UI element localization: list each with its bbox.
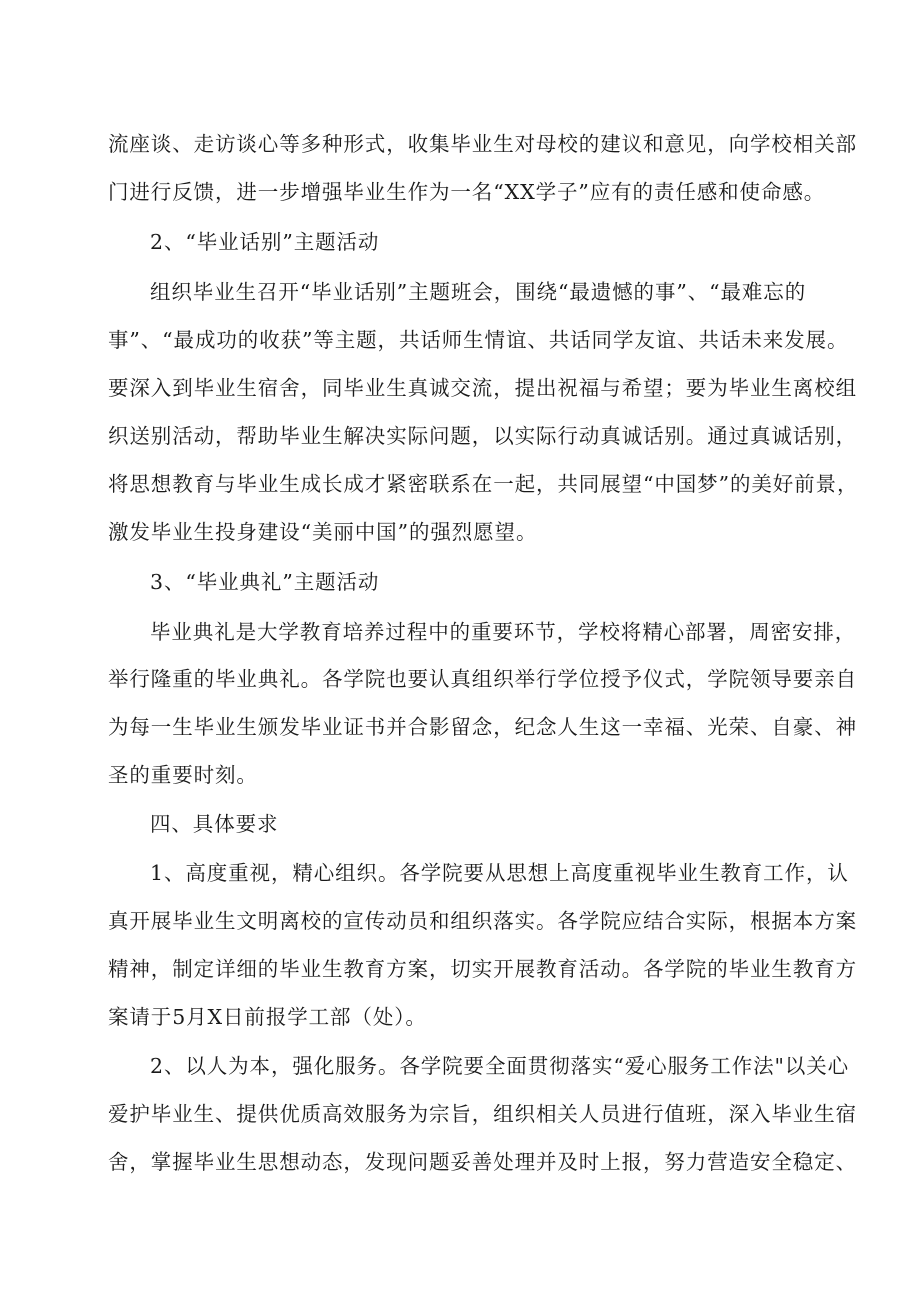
paragraph-first-line: 2、以人为本，强化服务。各学院要全面贯彻落实“爱心服务工作法"以关心 [150, 1054, 850, 1078]
body-text-line: 要深入到毕业生宿舍，同毕业生真诚交流，提出祝福与希望；要为毕业生离校组 [108, 376, 857, 400]
body-text-line: 织送别活动，帮助毕业生解决实际问题，以实际行动真诚话别。通过真诚话别， [108, 424, 857, 448]
section-heading-farewell: 2、“毕业话别”主题活动 [150, 230, 380, 254]
paragraph-first-line: 组织毕业生召开“毕业话别”主题班会，围绕“最遗憾的事”、“最难忘的 [150, 280, 807, 304]
section-heading-requirements: 四、具体要求 [150, 812, 279, 836]
paragraph-first-line: 毕业典礼是大学教育培养过程中的重要环节，学校将精心部署，周密安排， [150, 620, 857, 644]
body-text-line: 案请于5月X日前报学工部（处）。 [108, 1005, 427, 1029]
body-text-line: 将思想教育与毕业生成长成才紧密联系在一起，共同展望“中国梦”的美好前景， [108, 472, 859, 496]
body-text-line: 流座谈、走访谈心等多种形式，收集毕业生对母校的建议和意见，向学校相关部 [108, 132, 857, 156]
section-heading-ceremony: 3、“毕业典礼”主题活动 [150, 570, 380, 594]
body-text-line: 舍，掌握毕业生思想动态，发现问题妥善处理并及时上报，努力营造安全稳定、 [108, 1150, 857, 1174]
body-text-line: 为每一生毕业生颁发毕业证书并合影留念，纪念人生这一幸福、光荣、自豪、神 [108, 715, 857, 739]
body-text-line: 爱护毕业生、提供优质高效服务为宗旨，组织相关人员进行值班，深入毕业生宿 [108, 1102, 857, 1126]
body-text-line: 激发毕业生投身建设“美丽中国”的强烈愿望。 [108, 520, 538, 544]
body-text-line: 真开展毕业生文明离校的宣传动员和组织落实。各学院应结合实际，根据本方案 [108, 909, 857, 933]
body-text-line: 圣的重要时刻。 [108, 763, 258, 787]
paragraph-first-line: 1、高度重视，精心组织。各学院要从思想上高度重视毕业生教育工作，认 [150, 861, 849, 885]
body-text-line: 精神，制定详细的毕业生教育方案，切实开展教育活动。各学院的毕业生教育方 [108, 957, 857, 981]
body-text-line: 举行隆重的毕业典礼。各学院也要认真组织举行学位授予仪式，学院领导要亲自 [108, 667, 857, 691]
body-text-line: 门进行反馈，进一步增强毕业生作为一名“XX学子”应有的责任感和使命感。 [108, 180, 826, 204]
body-text-line: 事”、“最成功的收获”等主题，共话师生情谊、共话同学友谊、共话未来发展。 [108, 328, 849, 352]
